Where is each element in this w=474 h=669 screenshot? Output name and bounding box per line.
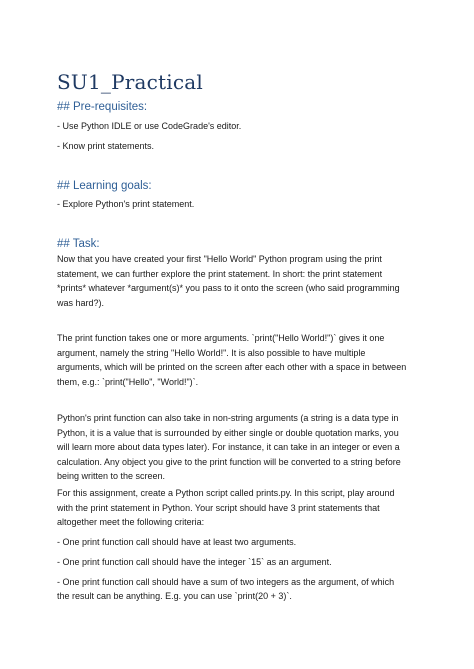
paragraph-line: argument, namely the string "Hello World!". It is also possible to have multiple — [57, 347, 366, 358]
paragraph-line: was hard?). — [57, 297, 105, 308]
paragraph-line: For this assignment, create a Python script called prints.py. In this script, play around — [57, 488, 395, 498]
paragraph-line: *prints* whatever *argument(s)* you pass to it onto the screen (who said programming — [57, 283, 400, 293]
paragraph-line: Now that you have created your first "Hello World" Python program using the print — [57, 254, 382, 264]
prerequisites-heading: ## Pre-requisites: — [57, 101, 148, 113]
task-paragraph-non-string — [57, 411, 422, 484]
learning-goal-item: - Explore Python's print statement. — [57, 199, 195, 209]
paragraph-line: Python, it is a value that is surrounded by either single or double quotation marks, you — [57, 427, 399, 438]
task-paragraph-arguments — [57, 331, 422, 389]
paragraph-line: being written to the screen. — [57, 471, 166, 481]
learning-goals-heading: ## Learning goals: — [57, 180, 152, 192]
prerequisite-item: - Use Python IDLE or use CodeGrade's editor. — [57, 121, 242, 131]
criteria-item: - One print function call should have at least two arguments. — [57, 537, 297, 547]
paragraph-line: them, e.g.: `print("Hello", "World!")`. — [57, 376, 199, 387]
task-paragraph-assignment — [57, 486, 422, 530]
paragraph-line: with the print statement in Python. Your script should have 3 print statements that — [57, 502, 380, 513]
prerequisite-item: - Know print statements. — [57, 141, 155, 151]
paragraph-line: The print function takes one or more arguments. `print("Hello World!")` gives it one — [57, 333, 385, 343]
paragraph-line: Python's print function can also take in non-string arguments (a string is a data type in — [57, 413, 399, 423]
criteria-item: - One print function call should have the integer `15` as an argument. — [57, 557, 332, 567]
paragraph-line: altogether meet the following criteria: — [57, 517, 205, 527]
task-paragraph-intro — [57, 252, 422, 310]
task-heading: ## Task: — [57, 238, 100, 250]
paragraph-line: calculation. Any object you give to the print function will be converted to a string before — [57, 456, 401, 467]
criteria-item: - One print function call should have a sum of two integers as the argument, of which — [57, 577, 395, 587]
document-title: SU1_Practical — [57, 70, 203, 94]
criteria-item-continuation: the result can be anything. E.g. you can use `print(20 + 3)`. — [57, 591, 292, 601]
paragraph-line: statement, we can further explore the print statement. In short: the print statement — [57, 268, 383, 279]
paragraph-line: arguments, which will be printed on the screen after each other with a space in between — [57, 362, 407, 372]
paragraph-line: will learn more about data types later). For instance, it can take in an integer or even a — [57, 442, 400, 452]
